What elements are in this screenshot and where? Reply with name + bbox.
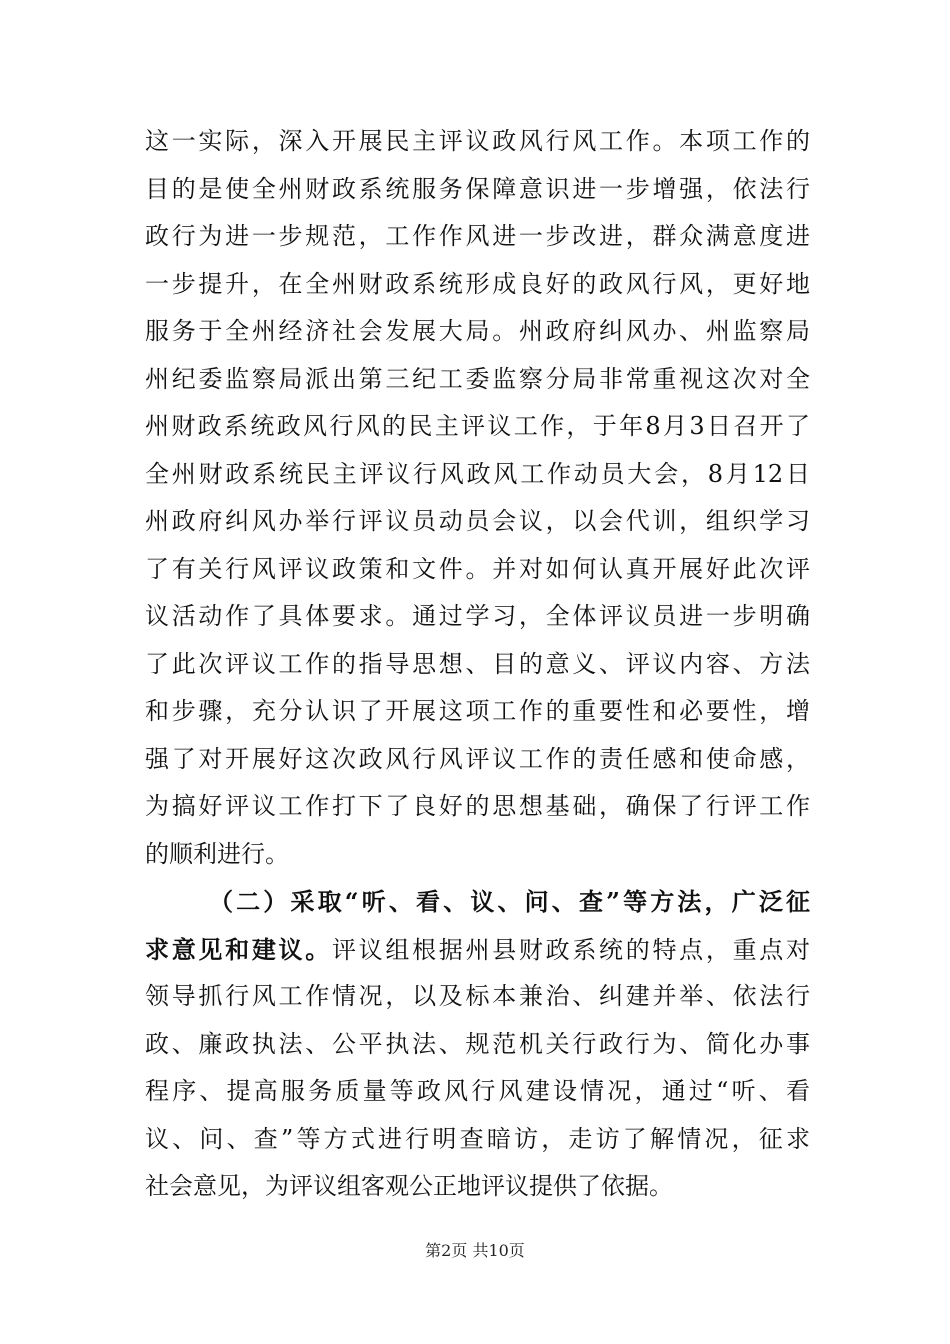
section-heading-continuation bbox=[145, 926, 810, 974]
paragraph-line: 程序、提高服务质量等政风行风建设情况，通过“听、看 bbox=[145, 1077, 810, 1105]
paragraph-line: 政、廉政执法、公平执法、规范机关行政行为、简化办事 bbox=[145, 1029, 810, 1058]
paragraph-line: 议、问、查”等方式进行明查暗访，走访了解情况，征求 bbox=[145, 1124, 810, 1153]
paragraph-line: 州纪委监察局派出第三纪工委监察分局非常重视这次对全 bbox=[145, 364, 810, 393]
paragraph-line: 和步骤，充分认识了开展这项工作的重要性和必要性，增 bbox=[145, 697, 810, 725]
paragraph-line: 的顺利进行。 bbox=[145, 839, 289, 868]
paragraph-line: 了有关行风评议政策和文件。并对如何认真开展好此次评 bbox=[145, 554, 810, 583]
paragraph-line: 州政府纠风办举行评议员动员会议，以会代训，组织学习 bbox=[145, 507, 810, 535]
paragraph-line: 了此次评议工作的指导思想、目的意义、评议内容、方法 bbox=[145, 649, 810, 678]
paragraph-line: 全州财政系统民主评议行风政风工作动员大会，8月12日 bbox=[145, 459, 810, 488]
paragraph-line: 议活动作了具体要求。通过学习，全体评议员进一步明确 bbox=[145, 602, 810, 630]
page-number-footer: 第2页 共10页 bbox=[425, 1241, 525, 1260]
paragraph-line: 州财政系统政风行风的民主评议工作，于年8月3日召开了 bbox=[145, 412, 810, 440]
section-heading-tail: 求意见和建议。 bbox=[145, 934, 332, 964]
paragraph-line: 领导抓行风工作情况，以及标本兼治、纠建并举、依法行 bbox=[145, 982, 810, 1010]
paragraph-line: 为搞好评议工作打下了良好的思想基础，确保了行评工作 bbox=[145, 792, 810, 820]
paragraph-line: 这一实际，深入开展民主评议政风行风工作。本项工作的 bbox=[145, 127, 810, 155]
paragraph-line: 目的是使全州财政系统服务保障意识进一步增强，依法行 bbox=[145, 174, 810, 203]
paragraph-line: 社会意见，为评议组客观公正地评议提供了依据。 bbox=[145, 1172, 673, 1200]
body-text bbox=[145, 118, 810, 1211]
section-heading: （二）采取“听、看、议、问、查”等方法，广泛征 bbox=[209, 887, 810, 916]
paragraph-line: 政行为进一步规范，工作作风进一步改进，群众满意度进 bbox=[145, 222, 810, 250]
paragraph-line: 服务于全州经济社会发展大局。州政府纠风办、州监察局 bbox=[145, 317, 810, 345]
paragraph-text: 评议组根据州县财政系统的特点，重点对 bbox=[331, 935, 811, 964]
paragraph-line: 强了对开展好这次政风行风评议工作的责任感和使命感， bbox=[145, 744, 810, 773]
paragraph-line: 一步提升，在全州财政系统形成良好的政风行风，更好地 bbox=[145, 269, 810, 298]
